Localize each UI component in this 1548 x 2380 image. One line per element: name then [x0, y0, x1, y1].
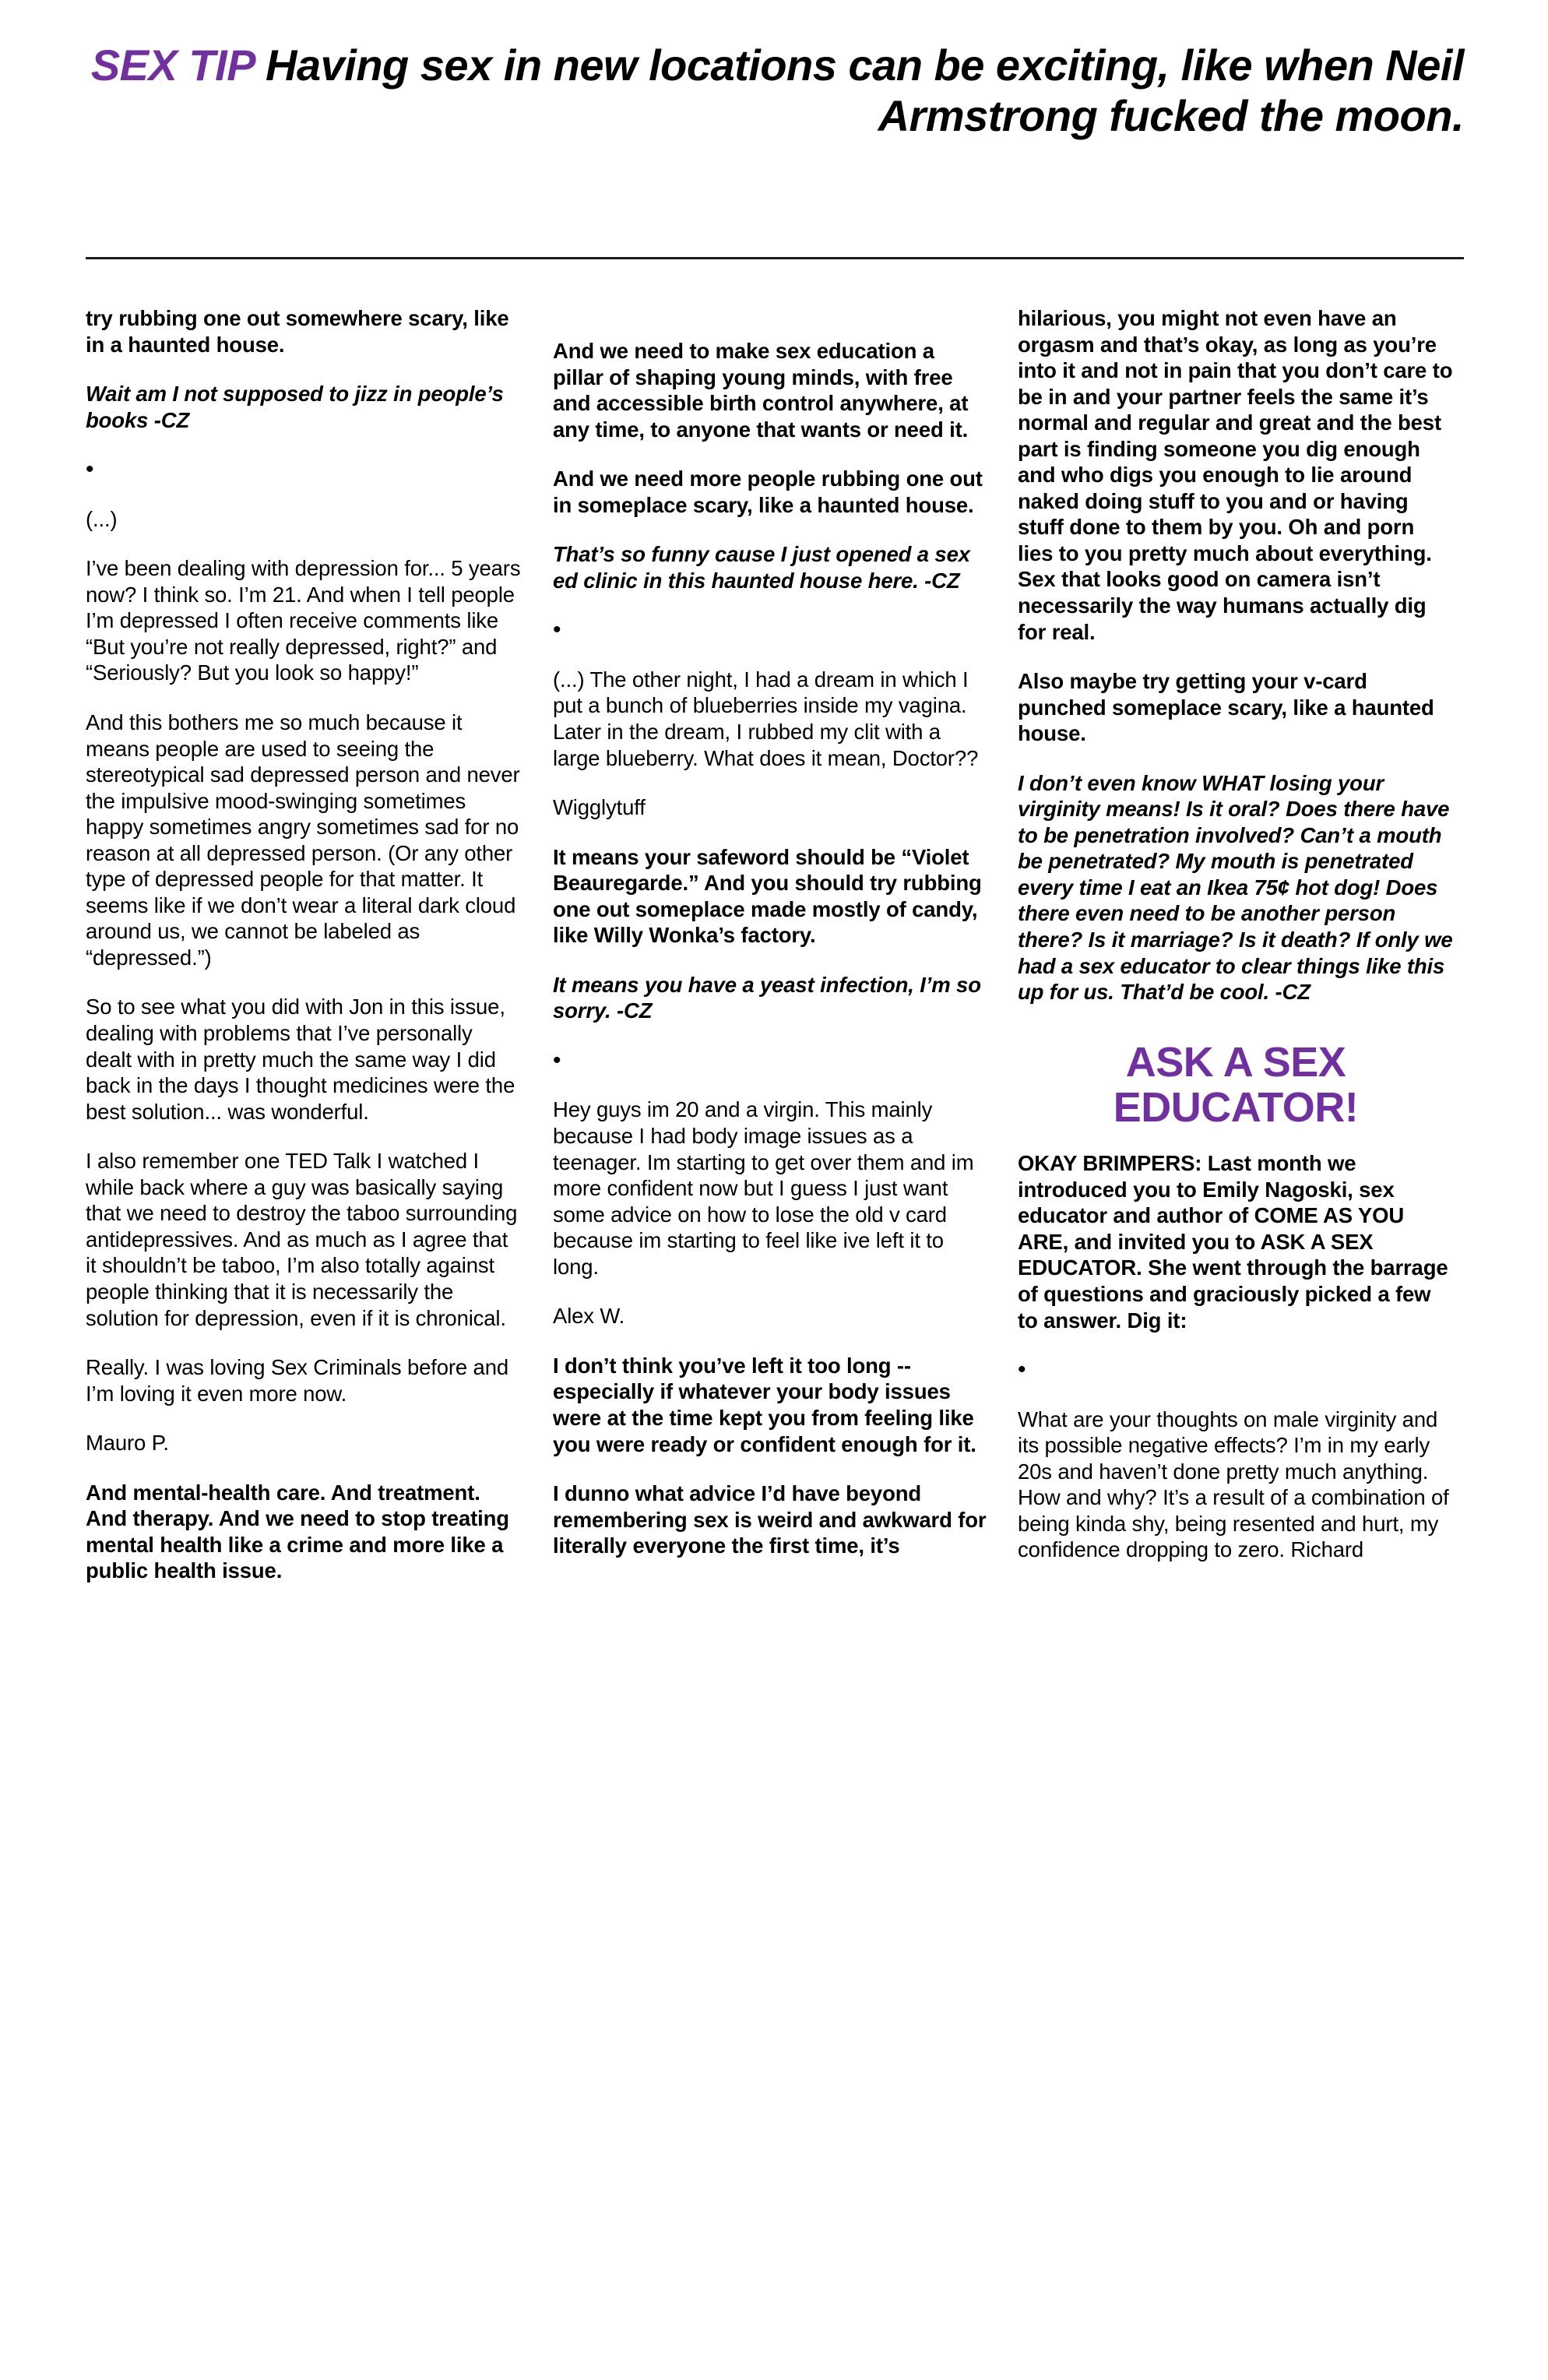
paragraph: That’s so funny cause I just opened a sex ed clinic in this haunted house here. -CZ	[553, 542, 970, 593]
paragraph: I don’t even know WHAT losing your virginity means! Is it oral? Does there have to be penetration involved? Can’t a mouth be penetrated? My mouth is penetrated every time I eat an Ikea 75¢ hot dog! Does there even need to be another person there? Is it marriage? Is it death? If only we had a sex educator to clear things like this up for us. That’d be cool. -CZ	[1018, 770, 1453, 1005]
bullet-dot-icon: •	[86, 456, 94, 483]
header-divider-rule	[86, 257, 1464, 259]
bullet-dot-icon: •	[553, 1047, 561, 1073]
bullet-dot-icon: •	[553, 617, 561, 643]
paragraph: I don’t think you’ve left it too long -- especially if whatever your body issues were at the time kept you from feeling like you were ready or confident enough for it.	[553, 1353, 976, 1456]
paragraph: Really. I was loving Sex Criminals before and I’m loving it even more now.	[86, 1355, 508, 1406]
paragraph: And we need to make sex education a pillar of shaping young minds, with free and accessible birth control anywhere, at any time, to anyone that wants or need it.	[553, 339, 969, 442]
bullet-separator	[553, 1047, 989, 1074]
paragraph: try rubbing one out somewhere scary, like in a haunted house.	[86, 306, 509, 357]
paragraph: hilarious, you might not even have an orgasm and that’s okay, as long as you’re into it and not in pain that you don’t care to be in and your partner feels the same it’s normal and regular and great and the best part is finding someone you dig enough and who digs you enough to lie around naked doing stuff to you and or having stuff done to them by you. Oh and porn lies to you pretty much about everything. Sex that looks good on camera isn’t necessarily the way humans actually dig for real.	[1018, 306, 1453, 644]
ask-a-sex-educator-heading: ASK A SEX EDUCATOR!	[1113, 1038, 1359, 1131]
paragraph: And we need more people rubbing one out in someplace scary, like a haunted house.	[553, 466, 983, 517]
paragraph: OKAY BRIMPERS: Last month we introduced you to Emily Nagoski, sex educator and author of COME AS YOU ARE, and invited you to ASK A SEX EDUCATOR. She went through the barrage of questions and graciously picked a few to answer. Dig it:	[1018, 1151, 1448, 1333]
paragraph: Wait am I not supposed to jizz in people’s books -CZ	[86, 382, 504, 432]
text-column-3	[1018, 305, 1454, 1563]
paragraph: I also remember one TED Talk I watched I while back where a guy was basically saying that we need to destroy the taboo surrounding antidepressives. And as much as I agree that it shouldn’t be taboo, I’m also totally against people thinking that it is necessarily the solution for depression, even if it is chronical.	[86, 1149, 518, 1330]
text-column-1	[86, 305, 522, 1584]
paragraph: (...) The other night, I had a dream in which I put a bunch of blueberries inside my vagina. Later in the dream, I rubbed my clit with a large blueberry. What does it mean, Doctor??	[553, 667, 979, 770]
paragraph: Wigglytuff	[553, 795, 646, 820]
paragraph: It means your safeword should be “Violet Beauregarde.” And you should try rubbing one out someplace made mostly of candy, like Willy Wonka’s factory.	[553, 844, 982, 948]
paragraph: I dunno what advice I’d have beyond remembering sex is weird and awkward for literally everyone the first time, it’s	[553, 1481, 987, 1558]
paragraph: And this bothers me so much because it means people are used to seeing the stereotypical sad depressed person and never the impulsive mood-swinging sometimes happy sometimes angry sometimes sad for no reason at all depressed person. (Or any other type of depressed people for that matter. It seems like if we don’t wear a literal dark cloud around us, we cannot be labeled as “depressed.”)	[86, 710, 520, 970]
text-column-2	[553, 305, 989, 1559]
paragraph: So to see what you did with Jon in this issue, dealing with problems that I’ve personally dealt with in pretty much the same way I did back in the days I thought medicines were the best solution... was wonderful.	[86, 995, 515, 1124]
paragraph: And mental-health care. And treatment. And therapy. And we need to stop treating mental health like a crime and more like a public health issue.	[86, 1480, 509, 1583]
paragraph: Hey guys im 20 and a virgin. This mainly because I had body image issues as a teenager. Im starting to get over them and im more confident now but I guess I just want some advice on how to lose the old v card because im starting to feel like ive left it to long.	[553, 1097, 974, 1279]
paragraph: Alex W.	[553, 1304, 625, 1329]
bullet-separator	[86, 456, 522, 483]
bullet-separator	[1018, 1357, 1454, 1383]
sex-tip-text: Having sex in new locations can be exciting, like when Neil Armstrong fucked the moon.	[253, 40, 1464, 140]
paragraph: Mauro P.	[86, 1431, 169, 1456]
article-columns	[86, 305, 1479, 2346]
paragraph: It means you have a yeast infection, I’m so sorry. -CZ	[553, 972, 981, 1023]
sex-tip-label: SEX TIP	[90, 40, 254, 90]
bullet-dot-icon: •	[1018, 1357, 1026, 1383]
page-masthead	[86, 40, 1464, 142]
paragraph: Also maybe try getting your v-card punched someplace scary, like a haunted house.	[1018, 669, 1434, 746]
paragraph: I’ve been dealing with depression for... 5 years now? I think so. I’m 21. And when I tell people I’m depressed I often receive comments like “But you’re not really depressed, right?” and “Seriously? But you look so happy!”	[86, 556, 521, 685]
paragraph: What are your thoughts on male virginity and its possible negative effects? I’m in my early 20s and haven’t done pretty much anything. How and why? It’s a result of a combination of being kinda shy, being resented and hurt, my confidence dropping to zero. Richard	[1018, 1407, 1449, 1562]
paragraph: (...)	[86, 506, 118, 531]
bullet-separator	[553, 617, 989, 643]
